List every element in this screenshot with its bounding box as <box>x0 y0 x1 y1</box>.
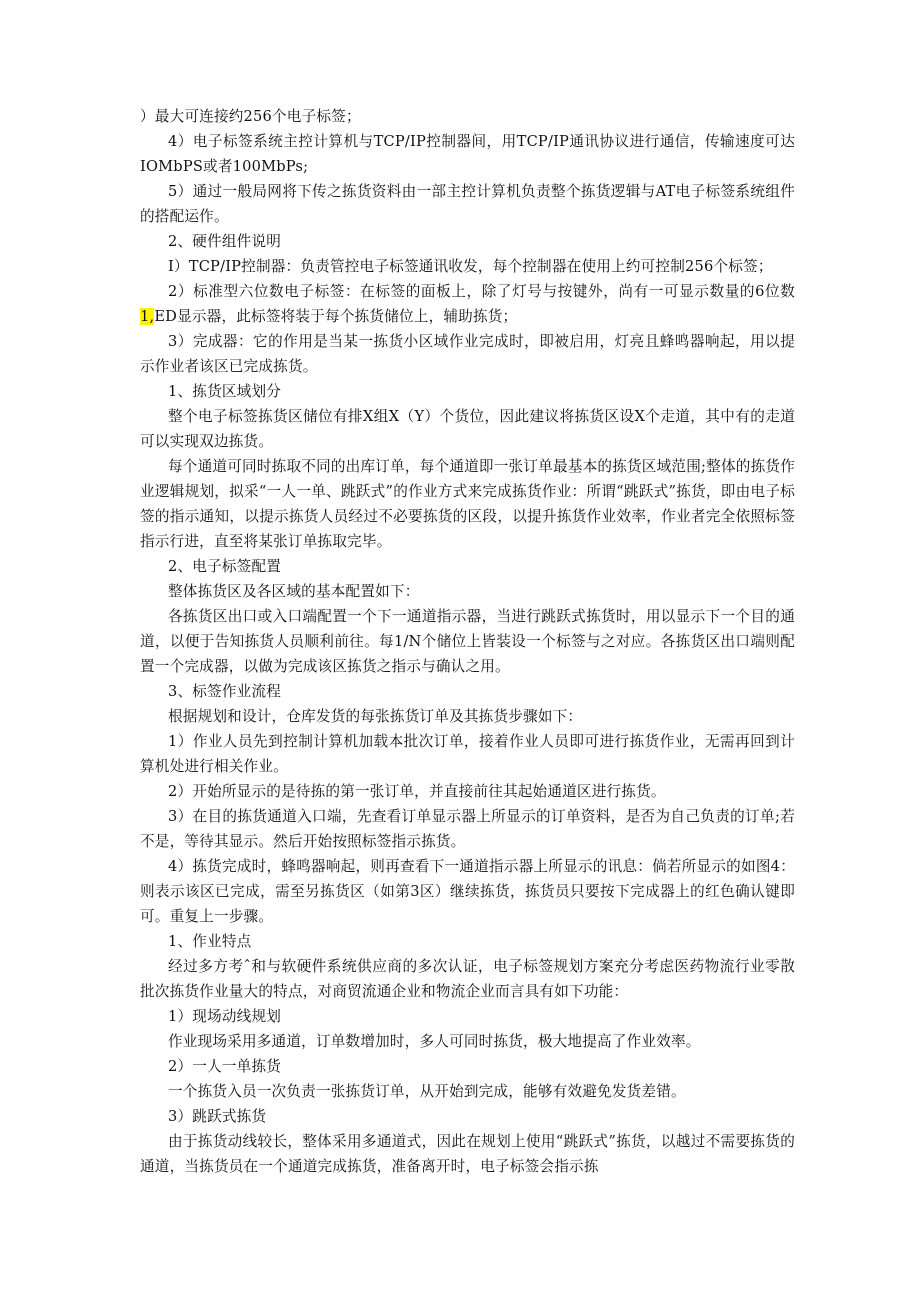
paragraph: 每个通道可同时拣取不同的出库订单，每个通道即一张订单最基本的拣货区域范围;整体的拣货作业逻辑规划，拟采“一人一单、跳跃式”的作业方式来完成拣货作业：所谓“跳跃式”拣货，即由电子标签的指示通知，以提示拣货人员经过不必要拣货的区段，以提升拣货作业效率，作业者完全依照标签指示行进，直至将某张订单拣取完毕。 <box>140 458 795 550</box>
paragraph: I）TCP/IP控制器：负责管控电子标签通讯收发，每个控制器在使用上约可控制256个标签； <box>168 258 773 275</box>
subheading: 2）一人一单拣货 <box>168 1058 282 1075</box>
section-heading: 2、电子标签配置 <box>168 558 282 575</box>
paragraph: 3）完成器：它的作用是当某一拣货小区域作业完成时，即被启用，灯亮且蜂鸣器响起，用以提示作业者该区已完成拣货。 <box>140 333 795 375</box>
paragraph: 作业现场采用多通道，订单数增加时，多人可同时拣货，极大地提高了作业效率。 <box>168 1033 701 1050</box>
paragraph: 5）通过一般局网将下传之拣货资料由一部主控计算机负责整个拣货逻辑与AT电子标签系统组件的搭配运作。 <box>140 183 795 225</box>
paragraph: 1）作业人员先到控制计算机加载本批次订单，接着作业人员即可进行拣货作业，无需再回到计算机处进行相关作业。 <box>140 733 795 775</box>
text-run: 2）标准型六位数电子标签：在标签的面板上，除了灯号与按键外，尚有一可显示数量的6位数 <box>168 283 795 300</box>
paragraph: 4）拣货完成时，蜂鸣器响起，则再查看下一通道指示器上所显示的讯息：倘若所显示的如图4：则表示该区已完成，需至另拣货区（如第3区）继续拣货，拣货员只要按下完成器上的红色确认键即可。重复上一步骤。 <box>140 858 795 925</box>
section-heading: 1、作业特点 <box>168 933 252 950</box>
paragraph: 整个电子标签拣货区储位有排X组X（Y）个货位，因此建议将拣货区设X个走道，其中有的走道可以实现双边拣货。 <box>140 408 795 450</box>
paragraph: 3）在目的拣货通道入口端，先查看订单显示器上所显示的订单资料，是否为自己负责的订单;若不是，等待其显示。然后开始按照标签指示拣货。 <box>140 808 795 850</box>
paragraph: 整体拣货区及各区域的基本配置如下： <box>168 583 420 600</box>
paragraph-led-label <box>140 279 795 329</box>
paragraph: 2）开始所显示的是待拣的第一张订单，并直接前往其起始通道区进行拣货。 <box>168 783 666 800</box>
document-body <box>140 104 795 1179</box>
text-run: ED显示器，此标签将装于每个拣货储位上，辅助拣货； <box>154 308 518 325</box>
section-heading: 2、硬件组件说明 <box>168 233 282 250</box>
section-heading: 1、拣货区域划分 <box>168 383 282 400</box>
paragraph: ）最大可连接约256个电子标签； <box>140 108 361 125</box>
section-heading: 3、标签作业流程 <box>168 683 282 700</box>
paragraph: 经过多方考ˆ和与软硬件系统供应商的多次认证，电子标签规划方案充分考虑医药物流行业零散批次拣货作业量大的特点，对商贸流通企业和物流企业而言具有如下功能： <box>140 958 795 1000</box>
paragraph: 各拣货区出口或入口端配置一个下一通道指示器，当进行跳跃式拣货时，用以显示下一个目的通道，以便于告知拣货人员顺利前往。每1/N个储位上皆装设一个标签与之对应。各拣货区出口端则配置一个完成器，以做为完成该区拣货之指示与确认之用。 <box>140 608 795 675</box>
paragraph: 4）电子标签系统主控计算机与TCP/IP控制器间，用TCP/IP通讯协议进行通信，传输速度可达IOMbPS或者100MbPs; <box>140 133 795 175</box>
paragraph: 由于拣货动线较长，整体采用多通道式，因此在规划上使用“跳跃式”拣货，以越过不需要拣货的通道，当拣货员在一个通道完成拣货，准备离开时，电子标签会指示拣 <box>140 1133 795 1175</box>
paragraph: 一个拣货入员一次负责一张拣货订单，从开始到完成，能够有效避免发货差错。 <box>168 1083 686 1100</box>
subheading: 1）现场动线规划 <box>168 1008 282 1025</box>
paragraph: 根据规划和设计，仓库发货的每张拣货订单及其拣货步骤如下： <box>168 708 583 725</box>
subheading: 3）跳跃式拣货 <box>168 1108 267 1125</box>
highlighted-text: 1, <box>140 308 155 325</box>
